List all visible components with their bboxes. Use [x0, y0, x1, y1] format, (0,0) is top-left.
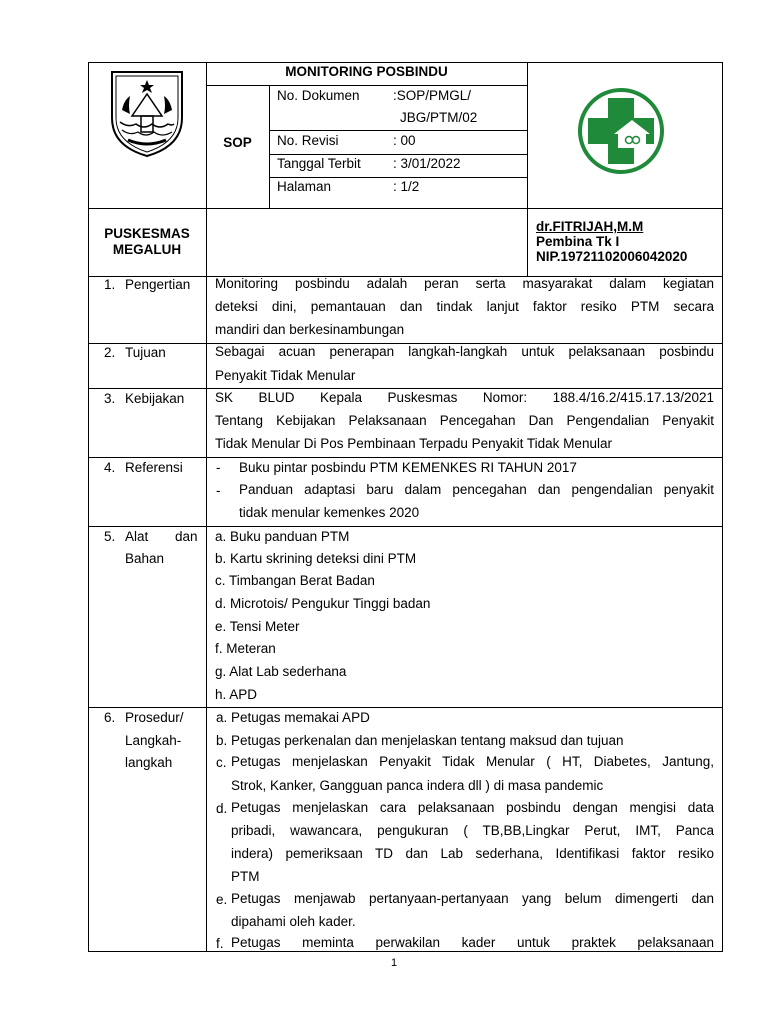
alat-item: f. Meteran [215, 641, 276, 656]
section-label-pengertian: Pengertian [125, 277, 191, 292]
tujuan-text-line: Penyakit Tidak Menular [215, 368, 356, 383]
section-label-prosedur: Prosedur/ [125, 710, 184, 725]
alat-item: b. Kartu skrining deteksi dini PTM [215, 551, 417, 566]
section-label-referensi: Referensi [125, 460, 183, 475]
district-emblem-logo [106, 66, 188, 158]
section-label-tujuan: Tujuan [125, 345, 166, 360]
prosedur-line: Petugas memakai APD [231, 710, 370, 725]
kebijakan-text-line: Tentang Kebijakan Pelaksanaan Pencegahan Dan Pengendalian Penyakit [215, 413, 714, 428]
signer-nip: NIP.19721102006042020 [536, 249, 688, 264]
section-number: 6. [104, 710, 116, 725]
prosedur-marker: c. [216, 755, 227, 770]
halaman-value: : 1/2 [393, 179, 420, 194]
tujuan-text-line: Sebagai acuan penerapan langkah-langkah untuk pelaksanaan posbindu [215, 344, 714, 359]
kebijakan-text-line: SK BLUD Kepala Puskesmas Nomor: 188.4/16.2/415.17.13/2021 [215, 390, 714, 405]
prosedur-line: Petugas menjawab pertanyaan-pertanyaan yang belum dimengerti dan [231, 891, 714, 906]
alat-item: c. Timbangan Berat Badan [215, 573, 375, 588]
prosedur-marker: d. [216, 801, 228, 816]
prosedur-line: Petugas menjelaskan cara pelaksanaan posbindu dengan mengisi data [231, 800, 714, 815]
referensi-item: tidak menular kemenkes 2020 [239, 505, 420, 520]
alat-item: g. Alat Lab sederhana [215, 664, 347, 679]
prosedur-line: Petugas perkenalan dan menjelaskan tentang maksud dan tujuan [231, 733, 624, 748]
prosedur-marker: a. [216, 710, 228, 725]
prosedur-line: Strok, Kanker, Gangguan panca indera dll ) di masa pandemic [231, 778, 604, 793]
prosedur-line: Petugas meminta perwakilan kader untuk praktek pelaksanaan [231, 935, 714, 950]
signer-name: dr.FITRIJAH,M.M [536, 219, 644, 234]
org-name-line1: PUSKESMAS [104, 226, 190, 241]
prosedur-marker: e. [216, 892, 228, 907]
bullet-dash: - [216, 460, 221, 475]
prosedur-marker: f. [216, 936, 224, 951]
prosedur-line: Petugas menjelaskan Penyakit Tidak Menular ( HT, Diabetes, Jantung, [231, 754, 714, 769]
section-label-alat: Alat [125, 529, 149, 544]
alat-item: h. APD [215, 687, 258, 702]
no-revisi-value: : 00 [393, 133, 416, 148]
no-dokumen-value: :SOP/PMGL/ [393, 88, 472, 103]
no-dokumen-value-line2: JBG/PTM/02 [400, 110, 478, 125]
document-title: MONITORING POSBINDU [285, 64, 448, 79]
section-number: 1. [104, 277, 116, 292]
alat-item: e. Tensi Meter [215, 619, 300, 634]
tanggal-terbit-value: : 3/01/2022 [393, 156, 461, 171]
prosedur-line: PTM [231, 869, 260, 884]
section-label-dan: dan [175, 529, 198, 544]
halaman-label: Halaman [277, 179, 332, 194]
pengertian-text-line: Monitoring posbindu adalah peran serta masyarakat dalam kegiatan [215, 276, 714, 291]
signer-rank: Pembina Tk I [536, 234, 620, 249]
pengertian-text-line: mandiri dan berkesinambungan [215, 322, 405, 337]
no-revisi-label: No. Revisi [277, 133, 339, 148]
bullet-dash: - [216, 483, 221, 498]
section-label-bahan: Bahan [125, 551, 165, 566]
kebijakan-text-line: Tidak Menular Di Pos Pembinaan Terpadu Penyakit Tidak Menular [215, 436, 612, 451]
prosedur-line: dipahami oleh kader. [231, 914, 356, 929]
referensi-item: Buku pintar posbindu PTM KEMENKES RI TAHUN 2017 [239, 460, 577, 475]
section-number: 4. [104, 460, 116, 475]
alat-item: a. Buku panduan PTM [215, 529, 350, 544]
section-label-prosedur: langkah [125, 755, 173, 770]
alat-item: d. Microtois/ Pengukur Tinggi badan [215, 596, 431, 611]
section-number: 3. [104, 391, 116, 406]
pengertian-text-line: deteksi dini, pemantauan dan tindak lanjut faktor resiko PTM secara [215, 299, 714, 314]
org-name-line2: MEGALUH [112, 242, 182, 257]
section-number: 2. [104, 345, 116, 360]
page-number: 1 [390, 957, 398, 969]
prosedur-marker: b. [216, 733, 228, 748]
no-dokumen-label: No. Dokumen [277, 88, 360, 103]
tanggal-terbit-label: Tanggal Terbit [277, 156, 361, 171]
section-number: 5. [104, 529, 116, 544]
section-label-kebijakan: Kebijakan [125, 391, 185, 406]
prosedur-line: indera) pemeriksaan TD dan Lab sederhana, Identifikasi faktor resiko [231, 846, 714, 861]
sop-label: SOP [223, 135, 252, 150]
puskesmas-logo [576, 86, 666, 176]
prosedur-line: pribadi, wawancara, pengukuran ( TB,BB,Lingkar Perut, IMT, Panca [231, 823, 714, 838]
referensi-item: Panduan adaptasi baru dalam pencegahan dan pengendalian penyakit [239, 482, 714, 497]
section-label-prosedur: Langkah- [125, 733, 182, 748]
